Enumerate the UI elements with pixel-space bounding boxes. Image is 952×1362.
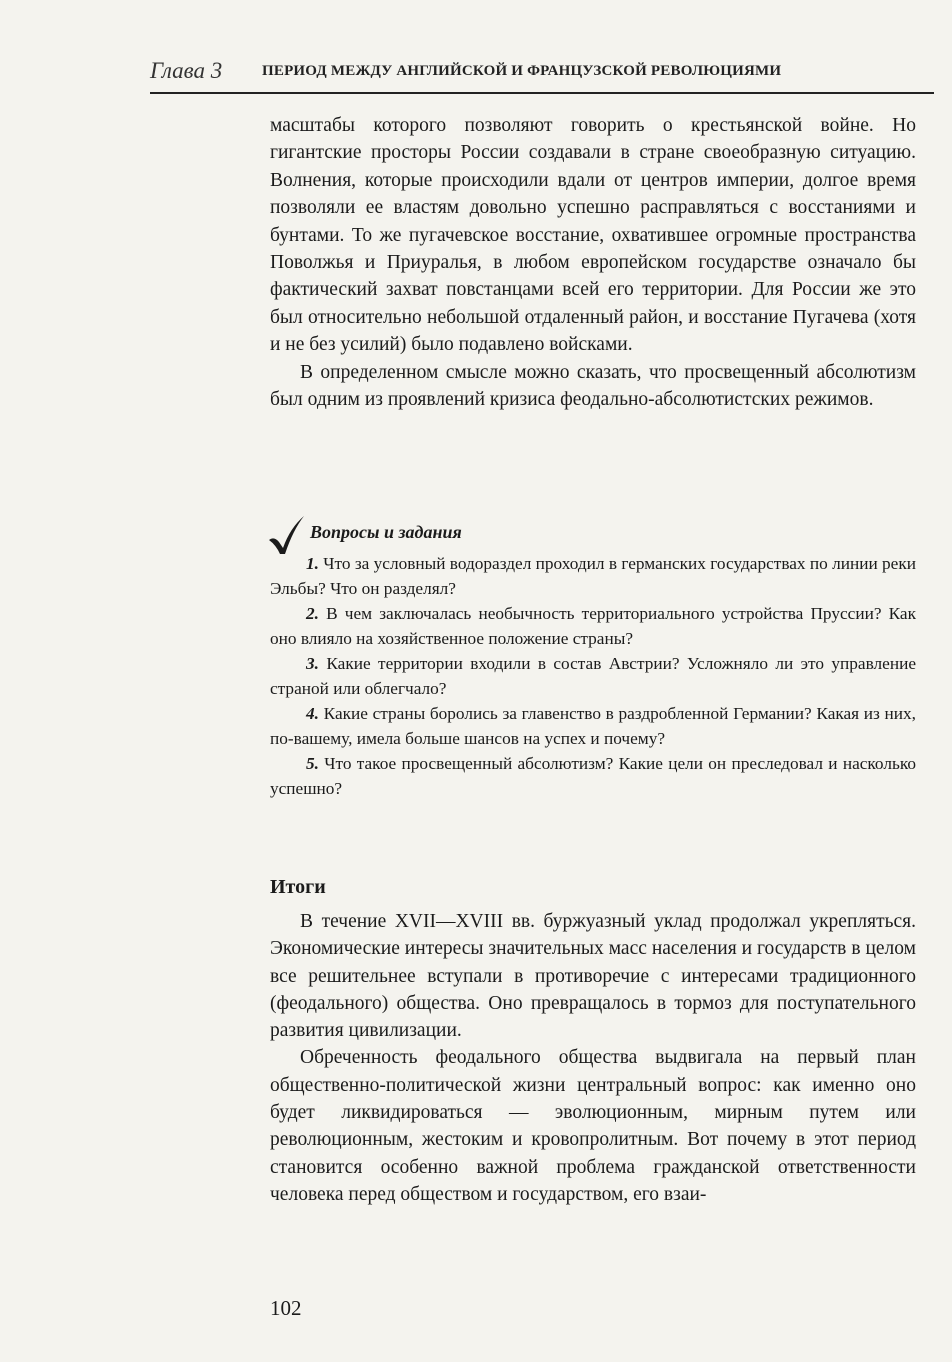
questions-title: Вопросы и задания [310, 522, 462, 542]
question-number: 4. [306, 704, 319, 723]
questions-header [270, 516, 916, 556]
questions-list [270, 551, 916, 801]
summary-paragraph: В течение XVII—XVIII вв. буржуазный уклад продолжал укрепляться. Экономические интересы значительных масс населения и государств в целом все решительнее вступали в противоречие с интересами традиционного (феодального) общества. Оно превращалось в тормоз для поступательного развития цивилизации. [270, 911, 916, 1042]
question-item [270, 601, 916, 651]
question-number: 5. [306, 754, 319, 773]
question-text: Что такое просвещенный абсолютизм? Какие цели он преследовал и насколько успешно? [270, 754, 916, 798]
summary-text [270, 908, 916, 1208]
question-text: Какие территории входили в состав Австрии? Усложняло ли это управление страной или облегчало? [270, 654, 916, 698]
question-text: В чем заключалась необычность территориального устройства Пруссии? Как оно влияло на хозяйственное положение страны? [270, 604, 916, 648]
page-number: 102 [270, 1296, 302, 1320]
question-number: 3. [306, 654, 319, 673]
question-number: 2. [306, 604, 319, 623]
summary-paragraph: Обреченность феодального общества выдвигала на первый план общественно-политической жизни центральный вопрос: как именно оно будет ликвидироваться — эволюционным, мирным путем или революционным, жестоким и кровопролитным. Вот почему в этот период становится особенно важной проблема гражданской ответственности человека перед обществом и государством, его взаи- [270, 1047, 916, 1205]
question-item [270, 751, 916, 801]
question-item [270, 701, 916, 751]
running-header [150, 58, 940, 88]
question-text: Какие страны боролись за главенство в раздробленной Германии? Какая из них, по-вашему, имела больше шансов на успех и почему? [270, 704, 916, 748]
question-item [270, 651, 916, 701]
header-rule [150, 92, 934, 94]
checkmark-icon [266, 514, 306, 556]
body-paragraph: В определенном смысле можно сказать, что просвещенный абсолютизм был одним из проявлений кризиса феодально-абсолютистских режимов. [270, 361, 916, 411]
question-item [270, 551, 916, 601]
body-paragraph: масштабы которого позволяют говорить о крестьянской войне. Но гигантские просторы России создавали в стране своеобразную ситуацию. Волнения, которые происходили вдали от центров империи, долгое время позволяли ее властям довольно успешно расправляться с восстаниями и бунтами. То же пугачевское восстание, охватившее огромные пространства Поволжья и Приуралья, в любом европейском государстве означало бы фактический захват повстанцами всей его территории. Для России же это был относительно небольшой отдаленный район, и восстание Пугачева (хотя и не без усилий) было подавлено войсками. [270, 115, 916, 356]
question-number: 1. [306, 554, 319, 573]
summary-heading: Итоги [270, 876, 326, 898]
chapter-label: Глава 3 [150, 58, 223, 83]
main-text [270, 112, 916, 413]
question-text: Что за условный водораздел проходил в германских государствах по линии реки Эльбы? Что он разделял? [270, 554, 916, 598]
chapter-title: ПЕРИОД МЕЖДУ АНГЛИЙСКОЙ И ФРАНЦУЗСКОЙ РЕВОЛЮЦИЯМИ [262, 63, 782, 79]
